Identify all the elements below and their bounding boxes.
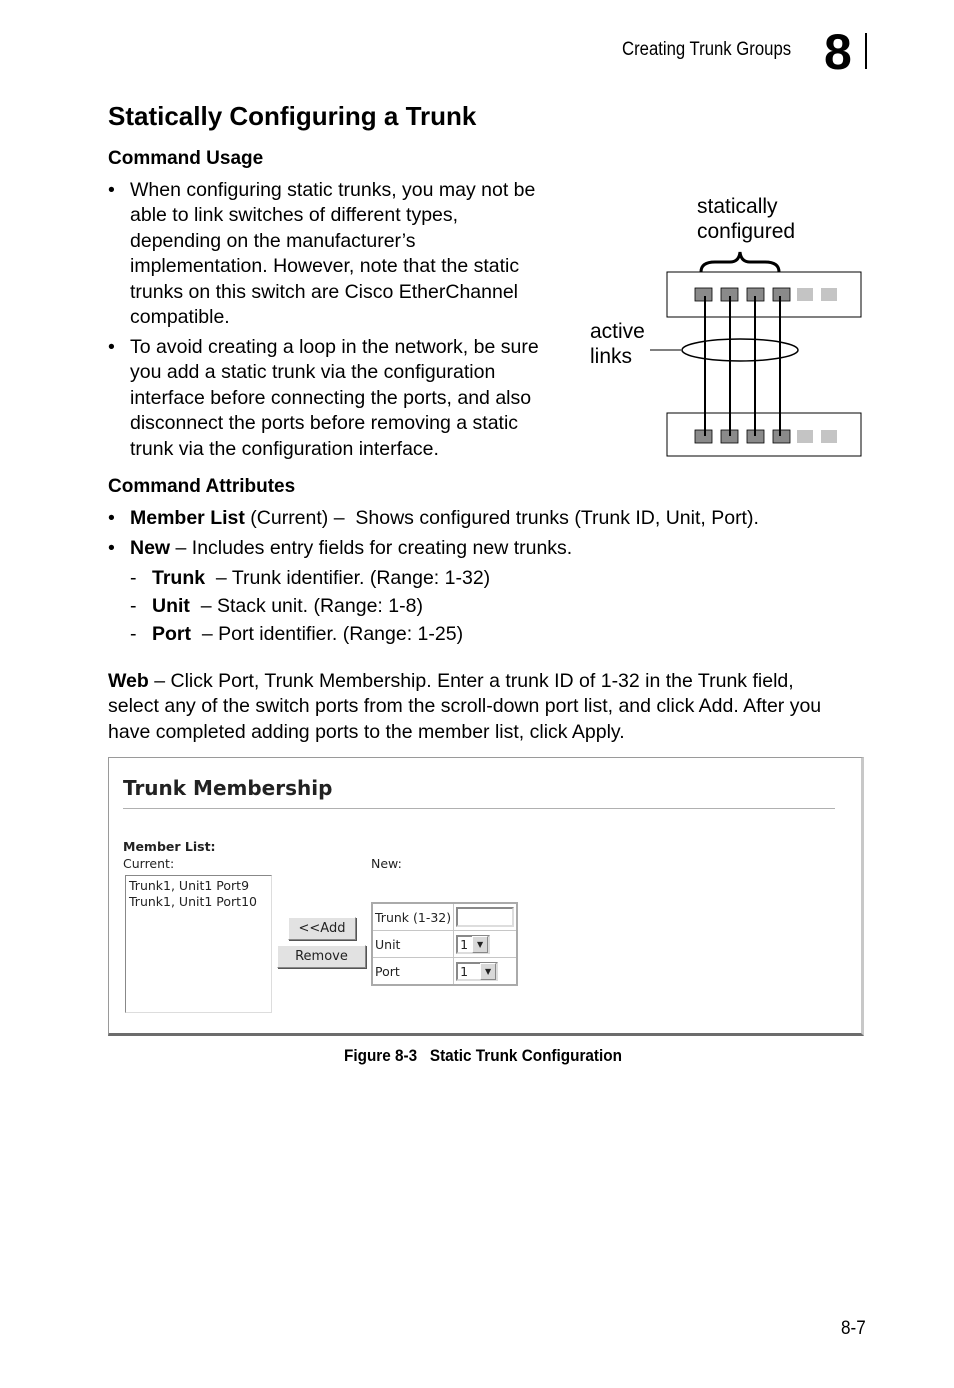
dropdown-arrow-icon[interactable]: ▼ bbox=[472, 936, 488, 953]
diagram-label-static: statically configured bbox=[697, 195, 796, 243]
page-number: 8-7 bbox=[841, 1318, 866, 1339]
bullet-marker: • bbox=[108, 537, 115, 559]
bullet-marker: • bbox=[108, 507, 115, 529]
list-item[interactable]: Trunk1, Unit1 Port10 bbox=[129, 894, 257, 909]
attr-trunk: Trunk – Trunk identifier. (Range: 1-32) bbox=[152, 567, 491, 589]
port-select[interactable]: 1 ▼ bbox=[456, 962, 498, 981]
attr-unit: Unit – Stack unit. (Range: 1-8) bbox=[152, 595, 423, 617]
trunk-input[interactable] bbox=[456, 907, 514, 927]
section-title: Statically Configuring a Trunk bbox=[108, 101, 477, 131]
usage-bullet-2: To avoid creating a loop in the network, be sure you add a static trunk via the configuration interface before connecting the ports, and also disconnect the ports before removing a static trunk via the configuration interface. bbox=[130, 336, 539, 460]
running-header-title: Creating Trunk Groups bbox=[622, 39, 792, 60]
attr-port: Port – Port identifier. (Range: 1-25) bbox=[152, 623, 464, 645]
dash-marker: - bbox=[130, 595, 137, 617]
bullet-marker: • bbox=[108, 179, 115, 201]
trunk-membership-screenshot bbox=[108, 757, 864, 1036]
usage-bullet-1: When configuring static trunks, you may not be able to link switches of different types, depending on the manufacturer’s implementation. However, note that the static trunks on this switch are Cisco EtherChannel compatible. bbox=[130, 179, 536, 329]
new-label: New: bbox=[371, 856, 402, 871]
screenshot-title: Trunk Membership bbox=[123, 776, 333, 800]
figure-caption: Figure 8-3 Static Trunk Configuration bbox=[344, 1046, 622, 1065]
new-trunk-form bbox=[371, 902, 518, 986]
brace-icon bbox=[701, 252, 779, 272]
title-rule bbox=[123, 808, 835, 809]
attr-member-list: Member List (Current) – Shows configured trunks (Trunk ID, Unit, Port). bbox=[130, 507, 759, 529]
add-button[interactable]: <<Add bbox=[288, 917, 356, 940]
chapter-bar bbox=[865, 33, 867, 69]
command-usage-heading: Command Usage bbox=[108, 148, 264, 169]
trunk-field-label: Trunk (1-32) bbox=[372, 903, 454, 931]
trunk-diagram bbox=[640, 244, 870, 464]
current-label: Current: bbox=[123, 856, 175, 871]
unit-select[interactable]: 1 ▼ bbox=[456, 935, 490, 954]
dash-marker: - bbox=[130, 623, 137, 645]
list-item[interactable]: Trunk1, Unit1 Port9 bbox=[129, 878, 250, 893]
bullet-marker: • bbox=[108, 336, 115, 358]
unit-field-label: Unit bbox=[372, 931, 454, 958]
remove-button[interactable]: Remove bbox=[277, 945, 366, 968]
diagram-label-active: active links bbox=[590, 320, 645, 368]
chapter-number: 8 bbox=[824, 24, 852, 80]
port-field-label: Port bbox=[372, 958, 454, 986]
web-paragraph: Web – Click Port, Trunk Membership. Enter a trunk ID of 1-32 in the Trunk field, select any of the switch ports from the scroll-down port list, and click Add. After you have completed adding ports to the member list, click Apply. bbox=[108, 670, 822, 743]
dropdown-arrow-icon[interactable]: ▼ bbox=[480, 963, 496, 980]
command-attributes-heading: Command Attributes bbox=[108, 476, 296, 497]
current-member-listbox[interactable] bbox=[125, 875, 272, 1013]
attr-new: New – Includes entry fields for creating new trunks. bbox=[130, 537, 573, 559]
member-list-label: Member List: bbox=[123, 839, 216, 854]
dash-marker: - bbox=[130, 567, 137, 589]
